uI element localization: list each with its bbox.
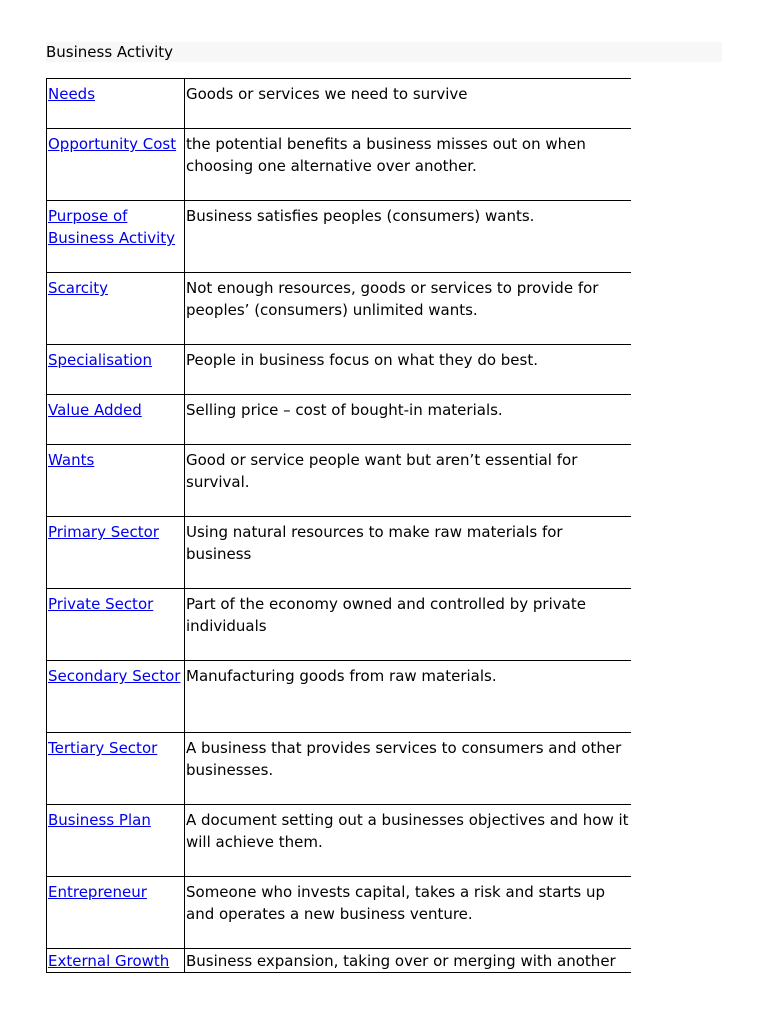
term-link[interactable]: Private Sector bbox=[48, 595, 154, 613]
term-cell bbox=[47, 661, 185, 733]
definition-cell: People in business focus on what they do best. bbox=[185, 345, 632, 395]
table-row bbox=[47, 201, 632, 273]
term-cell bbox=[47, 949, 185, 973]
term-cell bbox=[47, 589, 185, 661]
term-link[interactable]: Scarcity bbox=[48, 279, 108, 297]
term-link[interactable]: Secondary Sector bbox=[48, 667, 181, 685]
term-cell bbox=[47, 805, 185, 877]
definition-cell: Selling price – cost of bought-in materials. bbox=[185, 395, 632, 445]
term-link[interactable]: Needs bbox=[48, 85, 96, 103]
definition-cell: A business that provides services to consumers and other businesses. bbox=[185, 733, 632, 805]
term-cell bbox=[47, 273, 185, 345]
table-row bbox=[47, 877, 632, 949]
table-row bbox=[47, 661, 632, 733]
term-cell bbox=[47, 733, 185, 805]
definition-cell: A document setting out a businesses objectives and how it will achieve them. bbox=[185, 805, 632, 877]
term-cell bbox=[47, 395, 185, 445]
table-row bbox=[47, 345, 632, 395]
term-link[interactable]: Business Plan bbox=[48, 811, 151, 829]
term-cell bbox=[47, 79, 185, 129]
definition-cell: Good or service people want but aren’t essential for survival. bbox=[185, 445, 632, 517]
glossary-table bbox=[46, 78, 631, 973]
term-cell bbox=[47, 345, 185, 395]
table-row bbox=[47, 949, 632, 973]
term-link[interactable]: Entrepreneur bbox=[48, 883, 147, 901]
term-cell bbox=[47, 445, 185, 517]
definition-cell: Someone who invests capital, takes a risk and starts up and operates a new business venture. bbox=[185, 877, 632, 949]
definition-cell: Business expansion, taking over or merging with another bbox=[185, 949, 632, 973]
definition-cell: Using natural resources to make raw materials for business bbox=[185, 517, 632, 589]
term-link[interactable]: Primary Sector bbox=[48, 523, 159, 541]
table-row bbox=[47, 79, 632, 129]
definition-cell: Part of the economy owned and controlled by private individuals bbox=[185, 589, 632, 661]
term-link[interactable]: Tertiary Sector bbox=[48, 739, 158, 757]
table-row bbox=[47, 589, 632, 661]
definition-cell: Not enough resources, goods or services to provide for peoples’ (consumers) unlimited wants. bbox=[185, 273, 632, 345]
term-link[interactable]: Value Added bbox=[48, 401, 142, 419]
definition-cell: Goods or services we need to survive bbox=[185, 79, 632, 129]
table-row bbox=[47, 733, 632, 805]
table-row bbox=[47, 805, 632, 877]
term-link[interactable]: External Growth bbox=[48, 952, 170, 970]
term-cell bbox=[47, 517, 185, 589]
table-row bbox=[47, 129, 632, 201]
definition-cell: Manufacturing goods from raw materials. bbox=[185, 661, 632, 733]
term-cell bbox=[47, 201, 185, 273]
term-link[interactable]: Purpose of Business Activity bbox=[48, 207, 176, 247]
table-row bbox=[47, 445, 632, 517]
definition-cell: the potential benefits a business misses out on when choosing one alternative over another. bbox=[185, 129, 632, 201]
term-link[interactable]: Specialisation bbox=[48, 351, 152, 369]
term-cell bbox=[47, 129, 185, 201]
term-link[interactable]: Opportunity Cost bbox=[48, 135, 177, 153]
table-row bbox=[47, 395, 632, 445]
table-row bbox=[47, 517, 632, 589]
table-row bbox=[47, 273, 632, 345]
sheet-title: Business Activity bbox=[46, 43, 174, 61]
definition-cell: Business satisfies peoples (consumers) wants. bbox=[185, 201, 632, 273]
term-cell bbox=[47, 877, 185, 949]
term-link[interactable]: Wants bbox=[48, 451, 95, 469]
